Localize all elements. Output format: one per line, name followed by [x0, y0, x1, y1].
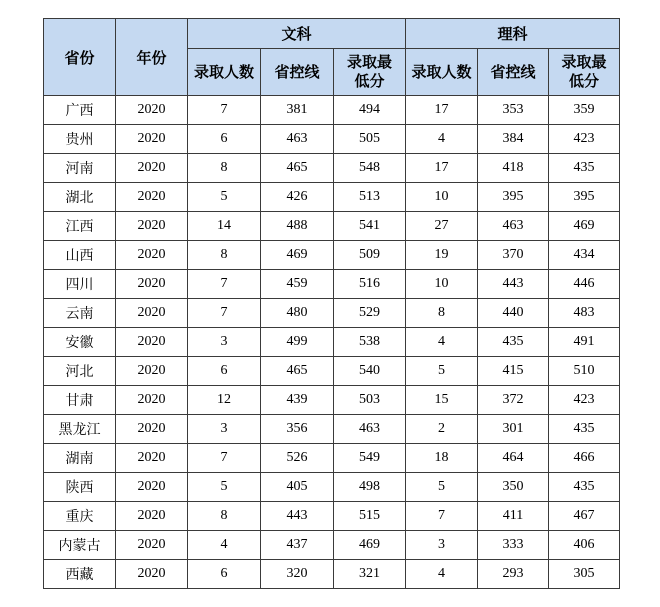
arts-control-line-cell: 439 [261, 386, 334, 415]
year-cell: 2020 [116, 241, 188, 270]
science-control-line-cell: 372 [478, 386, 549, 415]
science-admitted-cell: 19 [406, 241, 478, 270]
arts-admitted-cell: 7 [188, 299, 261, 328]
year-cell: 2020 [116, 96, 188, 125]
science-min-score-cell: 305 [549, 560, 620, 589]
science-admitted-cell: 15 [406, 386, 478, 415]
arts-control-line-cell: 405 [261, 473, 334, 502]
province-cell: 山西 [44, 241, 116, 270]
province-cell: 湖南 [44, 444, 116, 473]
science-control-line-cell: 353 [478, 96, 549, 125]
science-min-score-cell: 483 [549, 299, 620, 328]
table-row [44, 125, 620, 154]
header-arts-admitted: 录取人数 [188, 49, 261, 96]
science-control-line-cell: 384 [478, 125, 549, 154]
province-cell: 甘肃 [44, 386, 116, 415]
arts-min-score-cell: 469 [334, 531, 406, 560]
arts-admitted-cell: 5 [188, 183, 261, 212]
arts-admitted-cell: 8 [188, 502, 261, 531]
science-admitted-cell: 27 [406, 212, 478, 241]
table-row [44, 299, 620, 328]
arts-min-score-cell: 505 [334, 125, 406, 154]
science-control-line-cell: 418 [478, 154, 549, 183]
header-science-admitted: 录取人数 [406, 49, 478, 96]
science-control-line-cell: 411 [478, 502, 549, 531]
arts-control-line-cell: 320 [261, 560, 334, 589]
year-cell: 2020 [116, 560, 188, 589]
province-cell: 贵州 [44, 125, 116, 154]
min-score-text-line-1: 录取最 [561, 53, 607, 71]
year-cell: 2020 [116, 270, 188, 299]
header-row-1 [44, 19, 620, 49]
table-row [44, 531, 620, 560]
arts-min-score-cell: 540 [334, 357, 406, 386]
arts-admitted-cell: 6 [188, 560, 261, 589]
science-control-line-cell: 333 [478, 531, 549, 560]
arts-control-line-cell: 443 [261, 502, 334, 531]
arts-control-line-cell: 426 [261, 183, 334, 212]
table-row [44, 502, 620, 531]
arts-control-line-cell: 488 [261, 212, 334, 241]
science-control-line-cell: 464 [478, 444, 549, 473]
year-cell: 2020 [116, 531, 188, 560]
arts-admitted-cell: 7 [188, 96, 261, 125]
science-min-score-cell: 435 [549, 154, 620, 183]
table-row [44, 328, 620, 357]
science-min-score-cell: 466 [549, 444, 620, 473]
year-cell: 2020 [116, 415, 188, 444]
admission-table [43, 18, 620, 589]
year-cell: 2020 [116, 444, 188, 473]
science-min-score-cell: 446 [549, 270, 620, 299]
header-arts-control-line: 省控线 [261, 49, 334, 96]
table-row [44, 560, 620, 589]
science-min-score-cell: 434 [549, 241, 620, 270]
province-cell: 四川 [44, 270, 116, 299]
year-cell: 2020 [116, 183, 188, 212]
science-min-score-cell: 423 [549, 386, 620, 415]
science-min-score-cell: 359 [549, 96, 620, 125]
province-cell: 黑龙江 [44, 415, 116, 444]
science-min-score-cell: 423 [549, 125, 620, 154]
science-admitted-cell: 5 [406, 357, 478, 386]
min-score-text-line-2: 低分 [354, 72, 385, 90]
header-arts: 文科 [188, 19, 406, 49]
science-admitted-cell: 5 [406, 473, 478, 502]
arts-admitted-cell: 12 [188, 386, 261, 415]
table-row [44, 212, 620, 241]
science-admitted-cell: 4 [406, 328, 478, 357]
year-cell: 2020 [116, 357, 188, 386]
science-control-line-cell: 350 [478, 473, 549, 502]
year-cell: 2020 [116, 154, 188, 183]
province-cell: 河南 [44, 154, 116, 183]
year-cell: 2020 [116, 125, 188, 154]
table-row [44, 183, 620, 212]
arts-min-score-cell: 548 [334, 154, 406, 183]
arts-admitted-cell: 7 [188, 444, 261, 473]
province-cell: 河北 [44, 357, 116, 386]
table-row [44, 415, 620, 444]
arts-admitted-cell: 8 [188, 241, 261, 270]
science-min-score-cell: 435 [549, 415, 620, 444]
science-control-line-cell: 293 [478, 560, 549, 589]
arts-control-line-cell: 356 [261, 415, 334, 444]
arts-min-score-cell: 494 [334, 96, 406, 125]
table-header [44, 19, 620, 96]
science-admitted-cell: 18 [406, 444, 478, 473]
arts-control-line-cell: 463 [261, 125, 334, 154]
province-cell: 江西 [44, 212, 116, 241]
arts-min-score-cell: 509 [334, 241, 406, 270]
science-min-score-cell: 406 [549, 531, 620, 560]
arts-control-line-cell: 499 [261, 328, 334, 357]
science-control-line-cell: 463 [478, 212, 549, 241]
science-admitted-cell: 4 [406, 125, 478, 154]
table-row [44, 386, 620, 415]
province-cell: 安徽 [44, 328, 116, 357]
science-admitted-cell: 17 [406, 154, 478, 183]
min-score-text-line-2: 低分 [569, 72, 600, 90]
science-control-line-cell: 370 [478, 241, 549, 270]
arts-min-score-cell: 541 [334, 212, 406, 241]
science-admitted-cell: 4 [406, 560, 478, 589]
table-row [44, 444, 620, 473]
table-row [44, 270, 620, 299]
province-cell: 西藏 [44, 560, 116, 589]
arts-control-line-cell: 469 [261, 241, 334, 270]
header-year: 年份 [116, 19, 188, 96]
arts-admitted-cell: 6 [188, 357, 261, 386]
science-min-score-cell: 510 [549, 357, 620, 386]
arts-min-score-cell: 515 [334, 502, 406, 531]
table-row [44, 357, 620, 386]
province-cell: 内蒙古 [44, 531, 116, 560]
arts-min-score-cell: 549 [334, 444, 406, 473]
header-province: 省份 [44, 19, 116, 96]
science-min-score-cell: 395 [549, 183, 620, 212]
arts-control-line-cell: 381 [261, 96, 334, 125]
science-min-score-cell: 435 [549, 473, 620, 502]
arts-admitted-cell: 14 [188, 212, 261, 241]
science-admitted-cell: 10 [406, 270, 478, 299]
province-cell: 广西 [44, 96, 116, 125]
science-min-score-cell: 467 [549, 502, 620, 531]
table-row [44, 96, 620, 125]
science-control-line-cell: 435 [478, 328, 549, 357]
science-control-line-cell: 395 [478, 183, 549, 212]
arts-admitted-cell: 6 [188, 125, 261, 154]
arts-min-score-cell: 529 [334, 299, 406, 328]
arts-min-score-cell: 321 [334, 560, 406, 589]
table-row [44, 473, 620, 502]
year-cell: 2020 [116, 386, 188, 415]
science-admitted-cell: 10 [406, 183, 478, 212]
science-admitted-cell: 2 [406, 415, 478, 444]
arts-min-score-cell: 513 [334, 183, 406, 212]
province-cell: 云南 [44, 299, 116, 328]
science-admitted-cell: 7 [406, 502, 478, 531]
arts-control-line-cell: 526 [261, 444, 334, 473]
science-control-line-cell: 440 [478, 299, 549, 328]
arts-control-line-cell: 465 [261, 154, 334, 183]
year-cell: 2020 [116, 212, 188, 241]
min-score-text-line-1: 录取最 [347, 53, 393, 71]
arts-admitted-cell: 8 [188, 154, 261, 183]
table-row [44, 241, 620, 270]
arts-min-score-cell: 498 [334, 473, 406, 502]
year-cell: 2020 [116, 328, 188, 357]
arts-admitted-cell: 4 [188, 531, 261, 560]
arts-min-score-cell: 516 [334, 270, 406, 299]
province-cell: 湖北 [44, 183, 116, 212]
arts-admitted-cell: 3 [188, 415, 261, 444]
year-cell: 2020 [116, 473, 188, 502]
arts-control-line-cell: 480 [261, 299, 334, 328]
province-cell: 重庆 [44, 502, 116, 531]
arts-min-score-cell: 538 [334, 328, 406, 357]
header-science-min-score [549, 49, 620, 96]
arts-min-score-cell: 503 [334, 386, 406, 415]
header-science-control-line: 省控线 [478, 49, 549, 96]
header-arts-min-score [334, 49, 406, 96]
arts-admitted-cell: 3 [188, 328, 261, 357]
arts-control-line-cell: 459 [261, 270, 334, 299]
science-min-score-cell: 469 [549, 212, 620, 241]
science-admitted-cell: 17 [406, 96, 478, 125]
science-control-line-cell: 415 [478, 357, 549, 386]
arts-admitted-cell: 7 [188, 270, 261, 299]
arts-admitted-cell: 5 [188, 473, 261, 502]
science-min-score-cell: 491 [549, 328, 620, 357]
table-row [44, 154, 620, 183]
header-science: 理科 [406, 19, 620, 49]
arts-control-line-cell: 465 [261, 357, 334, 386]
science-control-line-cell: 301 [478, 415, 549, 444]
science-admitted-cell: 3 [406, 531, 478, 560]
province-cell: 陕西 [44, 473, 116, 502]
arts-min-score-cell: 463 [334, 415, 406, 444]
table-body [44, 96, 620, 589]
year-cell: 2020 [116, 299, 188, 328]
year-cell: 2020 [116, 502, 188, 531]
science-control-line-cell: 443 [478, 270, 549, 299]
science-admitted-cell: 8 [406, 299, 478, 328]
arts-control-line-cell: 437 [261, 531, 334, 560]
